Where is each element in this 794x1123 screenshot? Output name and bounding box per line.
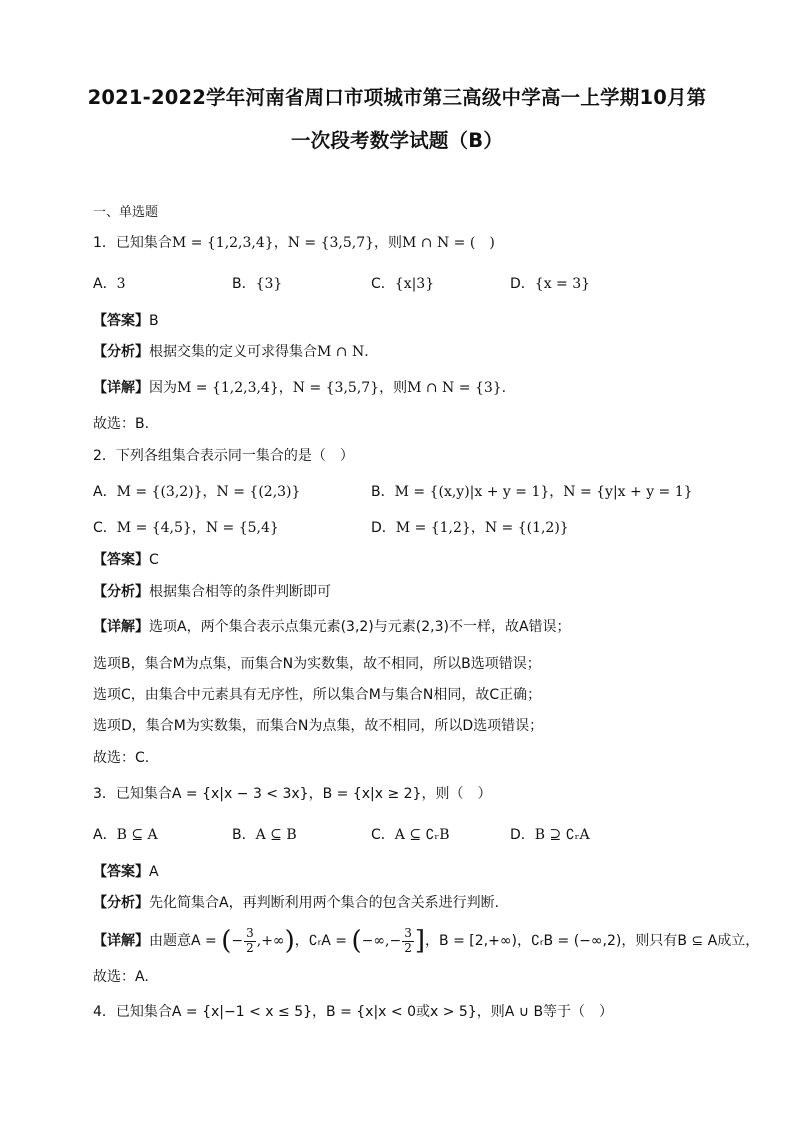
q2-option-b: B．M = {(x,y)|x + y = 1}，N = {y|x + y = 1} bbox=[371, 484, 693, 500]
q2-analysis: 【分析】根据集合相等的条件判断即可 bbox=[93, 584, 331, 600]
q1-stem: 1．已知集合M = {1,2,3,4}，N = {3,5,7}，则M ∩ N = ( ) bbox=[93, 235, 495, 251]
q3-option-d: D．B ⊇ ∁ᵣA bbox=[510, 827, 590, 843]
q3-stem: 3．已知集合A = {x|x − 3 < 3x}，B = {x|x ≥ 2}，则（ ） bbox=[93, 786, 492, 802]
q3-option-a: A．B ⊆ A bbox=[93, 827, 158, 843]
q2-stem: 2．下列各组集合表示同一集合的是（ ） bbox=[93, 448, 354, 464]
q1-answer: 【答案】B bbox=[93, 313, 159, 329]
page-title-line1: 2021-2022学年河南省周口市项城市第三高级中学高一上学期10月第 bbox=[87, 86, 707, 109]
q2-option-a: A．M = {(3,2)}，N = {(2,3)} bbox=[93, 484, 301, 500]
q3-analysis: 【分析】先化简集合A，再判断利用两个集合的包含关系进行判断. bbox=[93, 895, 500, 911]
q2-choose: 故选：C. bbox=[93, 750, 150, 766]
q3-option-b: B．A ⊆ B bbox=[232, 827, 297, 843]
page-title-line2: 一次段考数学试题（B） bbox=[290, 129, 504, 152]
fraction: $\frac{3}{2}$ bbox=[404, 926, 412, 955]
q1-detail: 【详解】因为M = {1,2,3,4}，N = {3,5,7}，则M ∩ N = {3}. bbox=[93, 380, 507, 396]
q2-detail-line: 选项C，由集合中元素具有无序性，所以集合M与集合N相同，故C正确； bbox=[93, 687, 542, 703]
q1-option-d: D．{x = 3} bbox=[510, 276, 591, 292]
q2-detail-line: 选项B，集合M为点集，而集合N为实数集，故不相同，所以B选项错误； bbox=[93, 656, 541, 672]
q3-option-c: C．A ⊆ ∁ᵣB bbox=[371, 827, 450, 843]
section-heading: 一、单选题 bbox=[93, 205, 159, 220]
fraction: $\frac{3}{2}$ bbox=[246, 926, 254, 955]
q2-answer: 【答案】C bbox=[93, 552, 159, 568]
q1-option-a: A．3 bbox=[93, 276, 126, 292]
q4-stem: 4．已知集合A = {x|−1 < x ≤ 5}，B = {x|x < 0或x > 5}，则A ∪ B等于（ ） bbox=[93, 1004, 614, 1020]
q3-answer: 【答案】A bbox=[93, 864, 159, 880]
q3-choose: 故选：A. bbox=[93, 969, 149, 985]
q2-option-c: C．M = {4,5}，N = {5,4} bbox=[93, 520, 279, 536]
q2-detail-line: 选项D，集合M为实数集，而集合N为点集，故不相同，所以D选项错误； bbox=[93, 718, 544, 734]
q1-option-c: C．{x|3} bbox=[371, 276, 435, 292]
q3-detail: 【详解】由题意A = (− $\frac{3}{2}$ ,+∞)，∁ᵣA = (−∞,− $\frac{3}{2}$ ]，B = [2,+∞)，∁ᵣB = (−∞,2)，则只有B ⊆ A成立， bbox=[93, 926, 760, 956]
q2-option-d: D．M = {1,2}，N = {(1,2)} bbox=[371, 520, 569, 536]
q1-option-b: B．{3} bbox=[232, 276, 283, 292]
q1-choose: 故选：B. bbox=[93, 416, 150, 432]
q2-detail: 【详解】选项A，两个集合表示点集元素(3,2)与元素(2,3)不一样，故A错误； bbox=[93, 619, 571, 635]
q1-analysis: 【分析】根据交集的定义可求得集合M ∩ N. bbox=[93, 344, 369, 360]
